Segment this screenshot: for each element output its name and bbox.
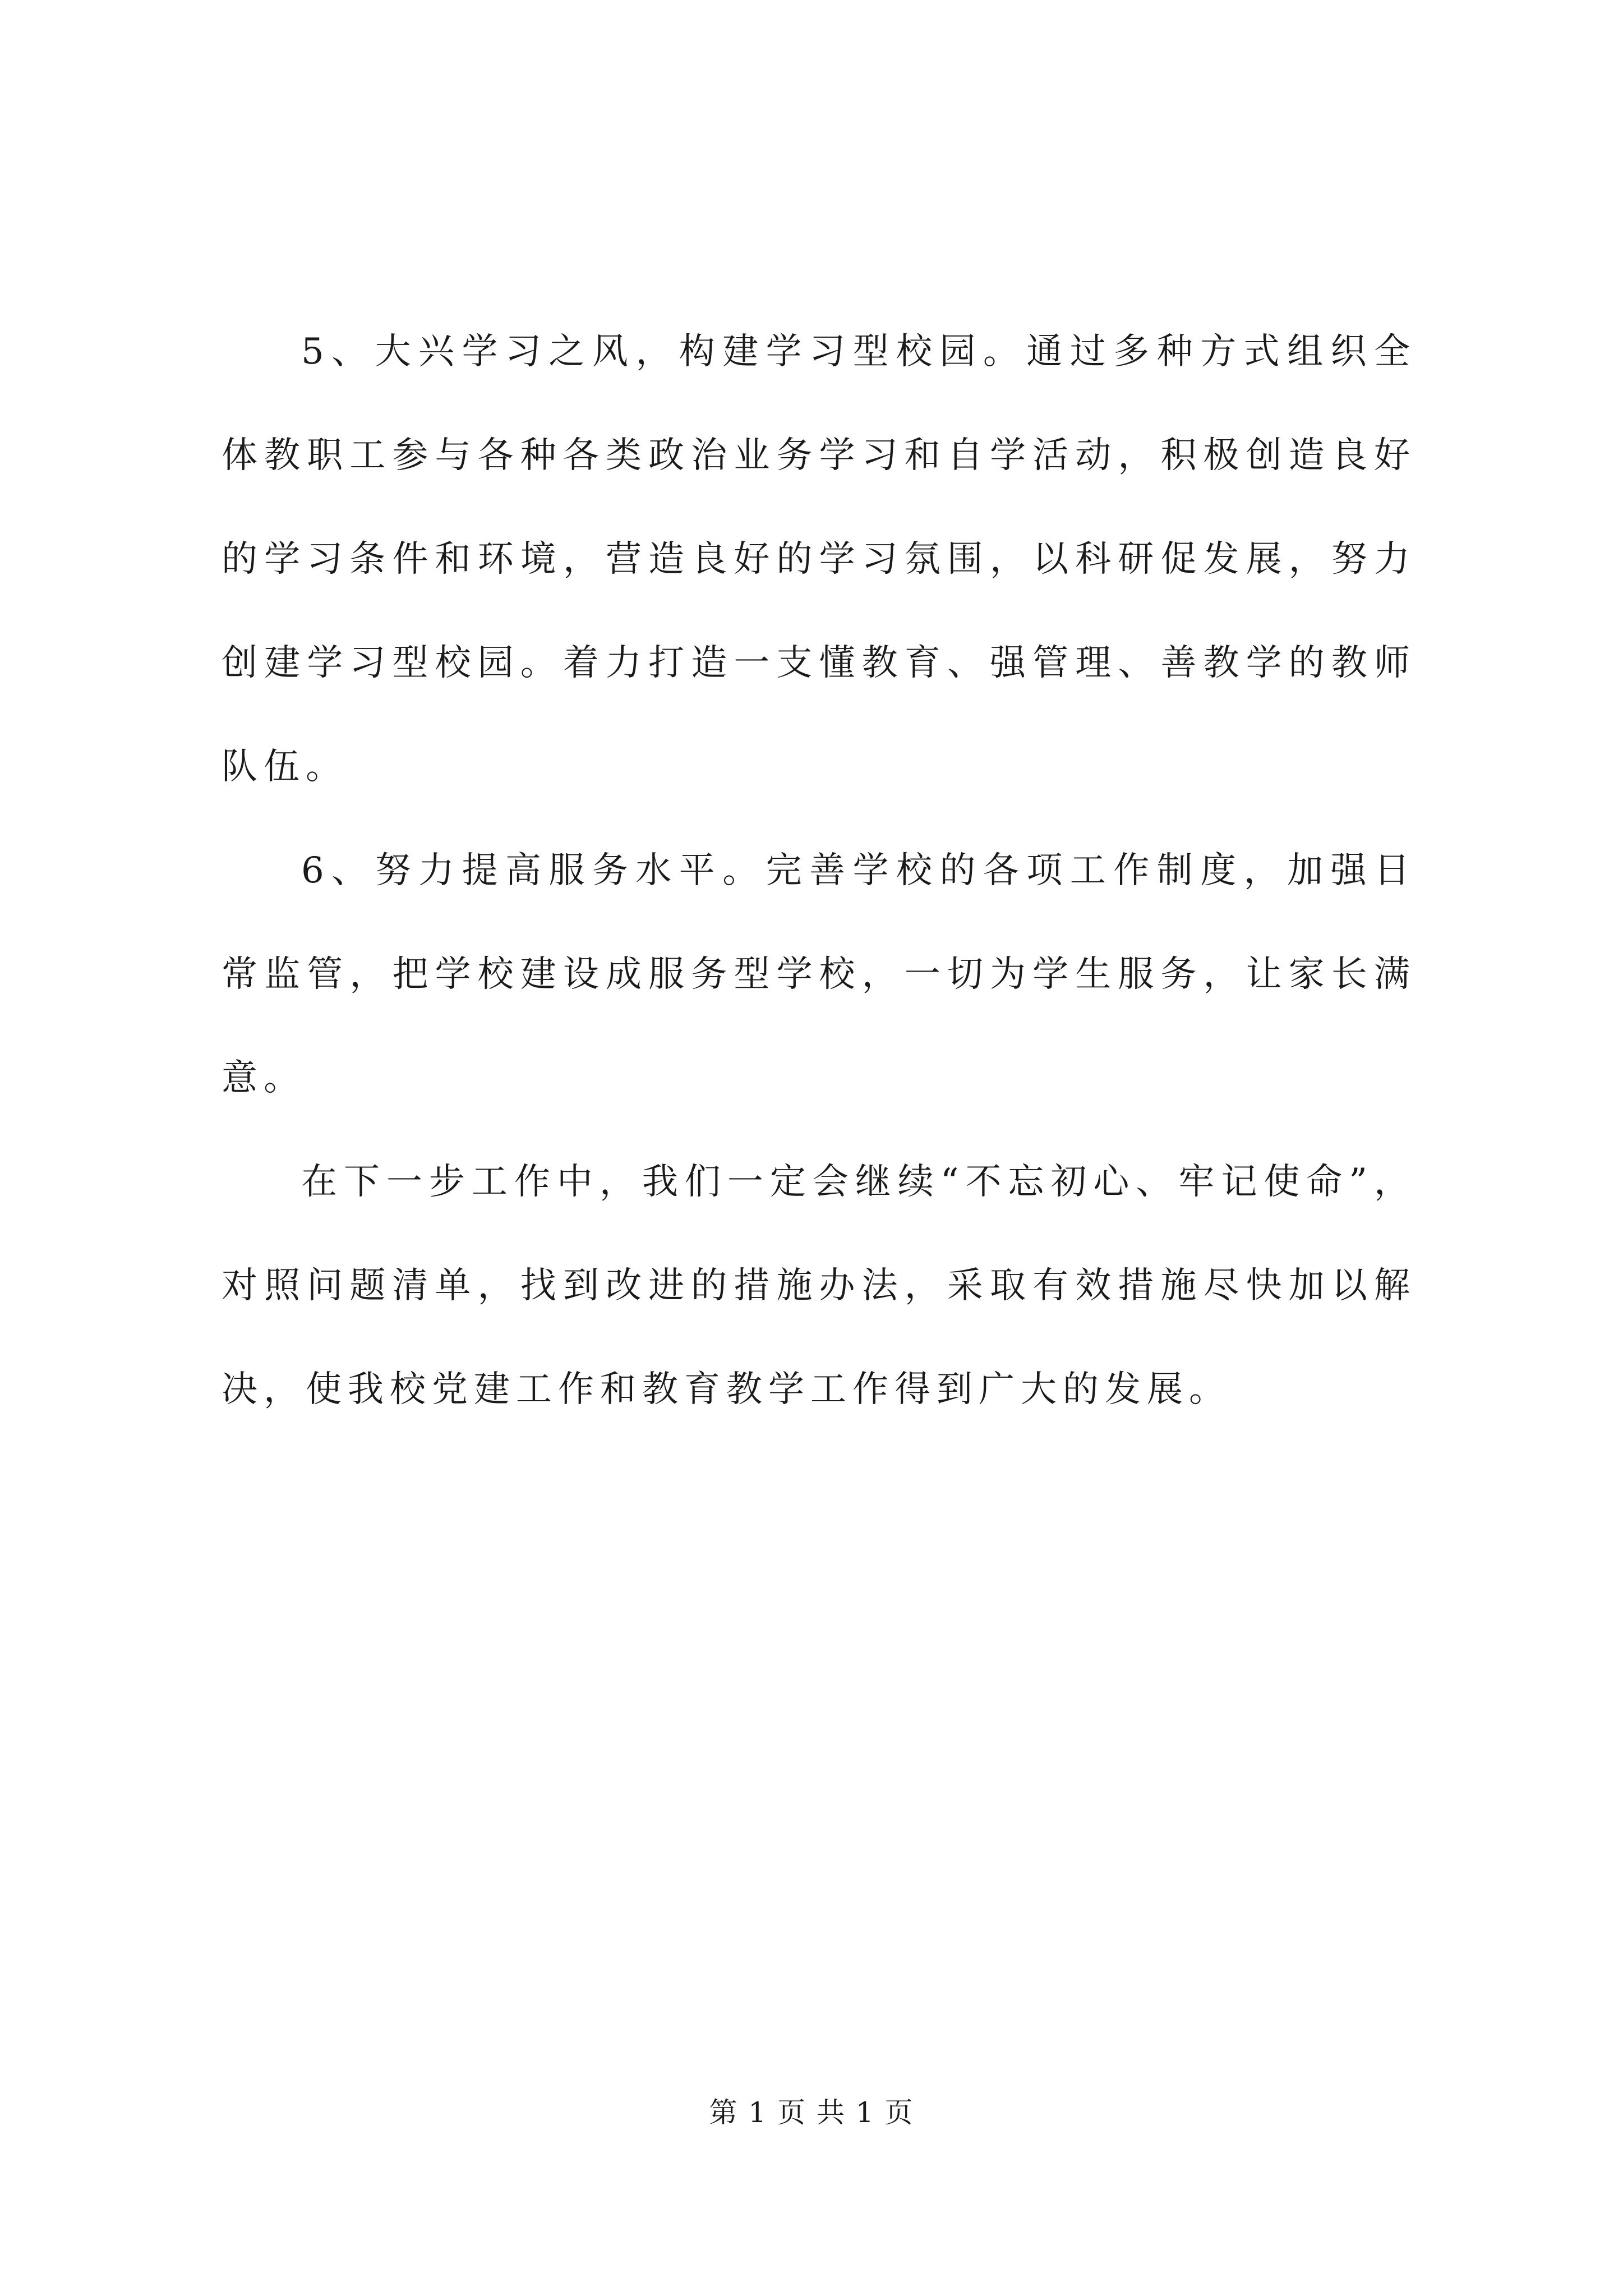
paragraph-item-5: 5、大兴学习之风，构建学习型校园。通过多种方式组织全体教职工参与各种各类政治业务学习和自学活动，积极创造良好的学习条件和环境，营造良好的学习氛围，以科研促发展，努力创建学习型校园。着力打造一支懂教育、强管理、善教学的教师队伍。 <box>222 331 1416 788</box>
page-footer: 第 1 页 共 1 页 <box>709 2096 914 2129</box>
paragraph-conclusion: 在下一步工作中，我们一定会继续“不忘初心、牢记使命”，对照问题清单，找到改进的措施办法，采取有效措施尽快加以解决，使我校党建工作和教育教学工作得到广大的发展。 <box>222 1161 1416 1410</box>
paragraph-item-6: 6、努力提高服务水平。完善学校的各项工作制度，加强日常监管，把学校建设成服务型学校，一切为学生服务，让家长满意。 <box>222 850 1416 1099</box>
document-body <box>222 300 1416 1442</box>
